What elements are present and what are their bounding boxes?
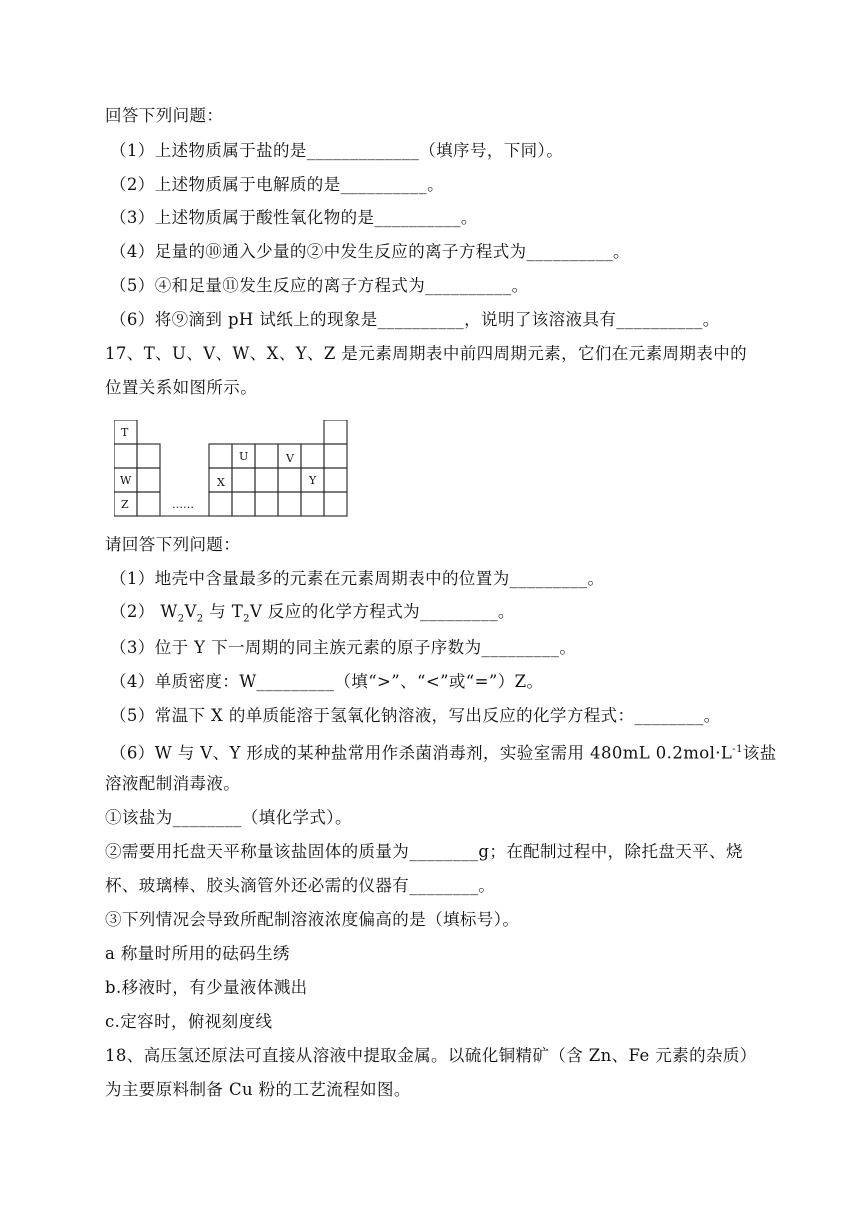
label-U: U (239, 450, 249, 463)
q16-2: （2）上述物质属于电解质的是__________。 (110, 175, 444, 194)
q17-4: （4）单质密度：W_________（填“>”、“<”或“=”）Z。 (110, 672, 544, 691)
label-dots: …… (172, 498, 194, 511)
q17-3: （3）位于 Y 下一周期的同主族元素的原子序数为_________。 (110, 638, 577, 657)
q16-5: （5）④和足量⑪发生反应的离子方程式为__________。 (110, 276, 529, 295)
q17-6-b-2: 杯、玻璃棒、胶头滴管外还必需的仪器有________。 (105, 876, 496, 895)
label-Y: Y (309, 474, 317, 487)
q17-5: （5）常温下 X 的单质能溶于氢氧化钠溶液，写出反应的化学方程式：________。 (110, 706, 721, 725)
label-V: V (286, 452, 294, 465)
q17-6-a: ①该盐为________（填化学式）。 (105, 808, 352, 827)
option-a: a 称量时所用的砝码生绣 (105, 944, 290, 963)
label-T: T (121, 426, 129, 439)
q17-6-cont: 溶液配制消毒液。 (105, 774, 241, 793)
q18-stem-2: 为主要原料制备 Cu 粉的工艺流程如图。 (105, 1080, 411, 1099)
q17-prompt: 请回答下列问题： (105, 535, 241, 554)
q17-2: （2） $W_2V_2$ 与 $T_2V$ 反应的化学方程式为_________。 (110, 602, 515, 625)
label-Z: Z (121, 498, 129, 511)
label-W: W (120, 474, 132, 487)
option-c: c.定容时，俯视刻度线 (105, 1012, 273, 1031)
q16-6: （6）将⑨滴到 pH 试纸上的现象是__________，说明了该溶液具有__________。 (110, 310, 720, 329)
q17-stem-2: 位置关系如图所示。 (105, 378, 258, 397)
q17-6-b-1: ②需要用托盘天平称量该盐固体的质量为________g；在配制过程中，除托盘天平、烧 (105, 842, 743, 861)
option-b: b.移液时，有少量液体溅出 (105, 978, 308, 997)
q16-3: （3）上述物质属于酸性氧化物的是__________。 (110, 208, 478, 227)
q16-4: （4）足量的⑩通入少量的②中发生反应的离子方程式为__________。 (110, 242, 630, 261)
q17-1: （1）地壳中含量最多的元素在元素周期表中的位置为_________。 (110, 569, 605, 588)
answer-prompt: 回答下列问题： (105, 106, 224, 125)
label-X: X (217, 476, 225, 489)
q17-stem-1: 17、T、U、V、W、X、Y、Z 是元素周期表中前四周期元素，它们在元素周期表中的 (105, 344, 748, 363)
q16-1: （1）上述物质属于盐的是_____________（填序号，下同）。 (110, 141, 564, 160)
periodic-table-diagram (114, 420, 354, 520)
q18-stem-1: 18、高压氢还原法可直接从溶液中提取金属。以硫化铜精矿（含 Zn、Fe 元素的杂质） (105, 1046, 757, 1065)
q17-6: （6）W 与 V、Y 形成的某种盐常用作杀菌消毒剂，实验室需用 480mL $0.2mol\cdot L^{-1}$该盐 (110, 743, 777, 763)
q17-6-c: ③下列情况会导致所配制溶液浓度偏高的是（填标号）。 (105, 910, 520, 929)
